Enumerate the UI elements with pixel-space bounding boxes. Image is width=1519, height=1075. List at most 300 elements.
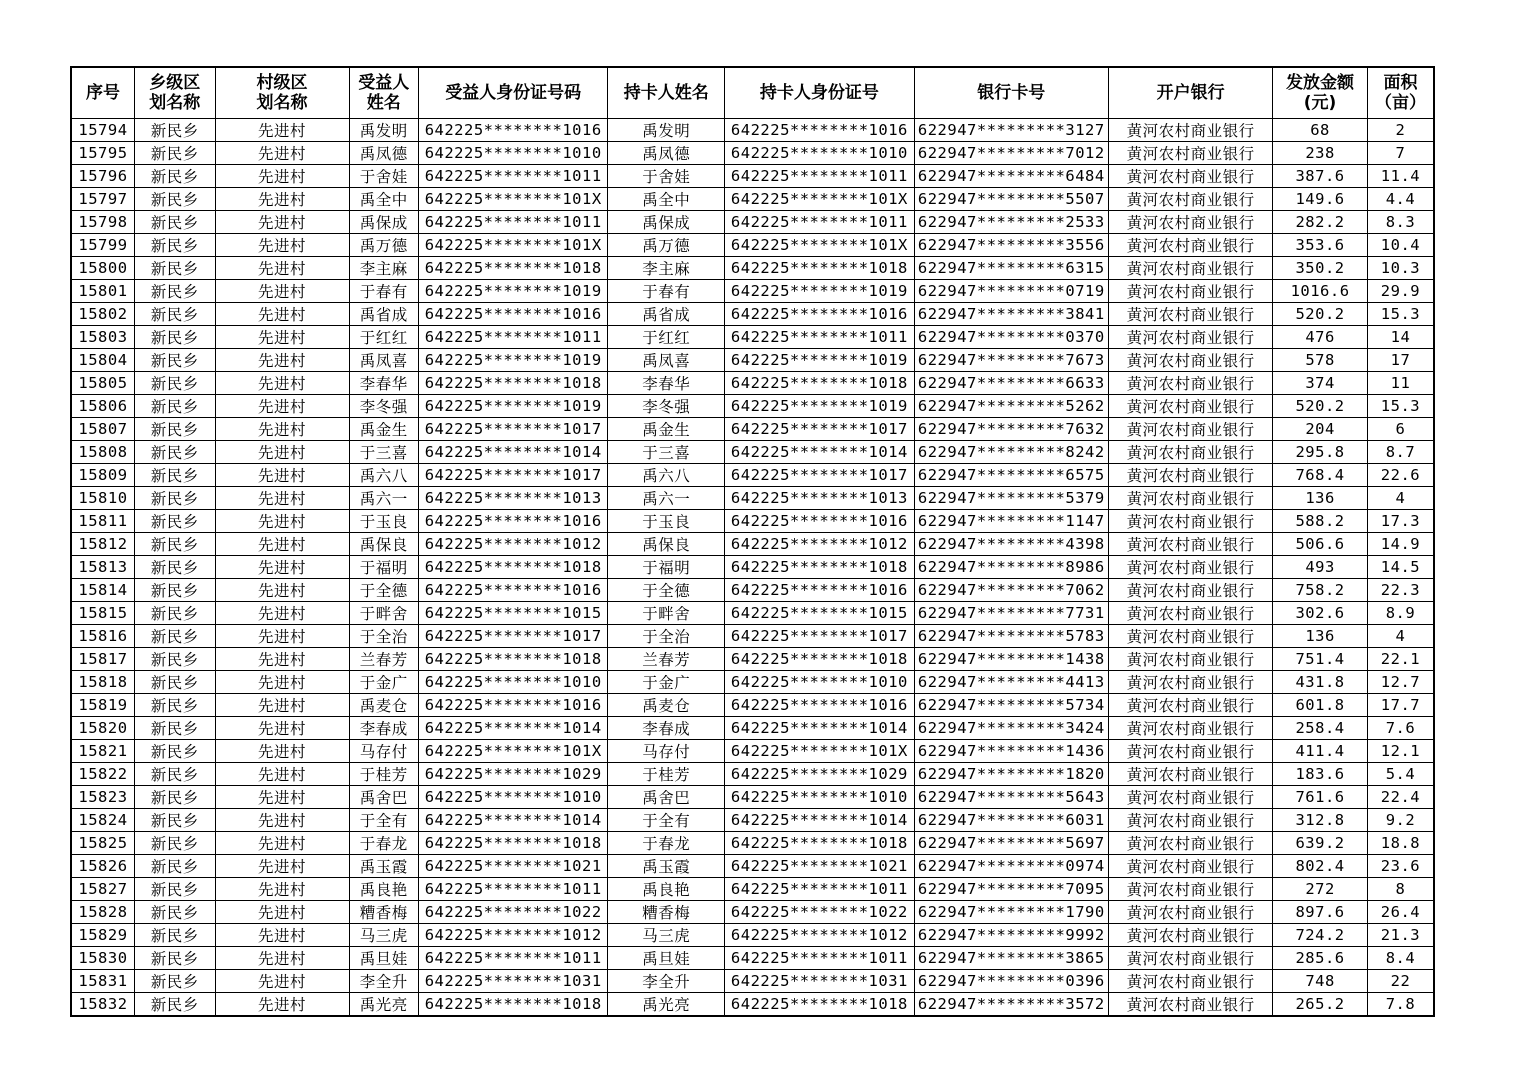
cell-cardholder-id: 642225********1010	[725, 786, 914, 809]
cell-beneficiary-id: 642225********1016	[419, 579, 608, 602]
cell-amount: 578	[1273, 349, 1368, 372]
cell-area: 17.7	[1367, 694, 1434, 717]
cell-beneficiary-name: 禹良艳	[349, 878, 419, 901]
cell-bank: 黄河农村商业银行	[1109, 487, 1273, 510]
col-header-area-line: （亩）	[1374, 93, 1426, 113]
cell-serial: 15830	[71, 947, 134, 970]
col-header-township	[134, 67, 215, 119]
cell-bank-card: 622947*********0974	[914, 855, 1108, 878]
table-row	[71, 349, 1434, 372]
cell-serial: 15826	[71, 855, 134, 878]
cell-cardholder-name: 于畔舍	[608, 602, 725, 625]
cell-bank-card: 622947*********6575	[914, 464, 1108, 487]
cell-beneficiary-id: 642225********1012	[419, 924, 608, 947]
table-row	[71, 556, 1434, 579]
cell-area: 22.1	[1367, 648, 1434, 671]
cell-village: 先进村	[215, 832, 349, 855]
cell-beneficiary-id: 642225********101X	[419, 188, 608, 211]
table-row	[71, 763, 1434, 786]
cell-amount: 588.2	[1273, 510, 1368, 533]
cell-cardholder-id: 642225********1018	[725, 257, 914, 280]
cell-bank-card: 622947*********6315	[914, 257, 1108, 280]
cell-bank-card: 622947*********5783	[914, 625, 1108, 648]
cell-cardholder-id: 642225********1016	[725, 510, 914, 533]
cell-amount: 768.4	[1273, 464, 1368, 487]
cell-cardholder-name: 于桂芳	[608, 763, 725, 786]
cell-area: 15.3	[1367, 303, 1434, 326]
cell-cardholder-name: 禹光亮	[608, 993, 725, 1017]
cell-beneficiary-name: 禹发明	[349, 119, 419, 142]
cell-cardholder-id: 642225********1012	[725, 924, 914, 947]
cell-beneficiary-name: 禹舍巴	[349, 786, 419, 809]
cell-cardholder-id: 642225********1021	[725, 855, 914, 878]
cell-bank-card: 622947*********8986	[914, 556, 1108, 579]
cell-cardholder-id: 642225********101X	[725, 740, 914, 763]
cell-village: 先进村	[215, 441, 349, 464]
cell-bank: 黄河农村商业银行	[1109, 809, 1273, 832]
cell-beneficiary-name: 禹麦仓	[349, 694, 419, 717]
cell-bank-card: 622947*********7731	[914, 602, 1108, 625]
cell-cardholder-id: 642225********1019	[725, 349, 914, 372]
col-header-village	[215, 67, 349, 119]
cell-cardholder-id: 642225********101X	[725, 234, 914, 257]
cell-beneficiary-name: 于全有	[349, 809, 419, 832]
cell-serial: 15832	[71, 993, 134, 1017]
cell-beneficiary-id: 642225********1014	[419, 441, 608, 464]
cell-beneficiary-name: 禹六一	[349, 487, 419, 510]
cell-bank-card: 622947*********1438	[914, 648, 1108, 671]
table-row	[71, 211, 1434, 234]
cell-amount: 136	[1273, 625, 1368, 648]
cell-village: 先进村	[215, 303, 349, 326]
cell-bank: 黄河农村商业银行	[1109, 257, 1273, 280]
cell-amount: 1016.6	[1273, 280, 1368, 303]
table-row	[71, 142, 1434, 165]
table-row	[71, 280, 1434, 303]
table-row	[71, 602, 1434, 625]
cell-village: 先进村	[215, 878, 349, 901]
cell-bank-card: 622947*********3424	[914, 717, 1108, 740]
cell-village: 先进村	[215, 188, 349, 211]
cell-cardholder-name: 李春成	[608, 717, 725, 740]
cell-village: 先进村	[215, 924, 349, 947]
cell-cardholder-id: 642225********1018	[725, 993, 914, 1017]
cell-bank: 黄河农村商业银行	[1109, 671, 1273, 694]
cell-area: 9.2	[1367, 809, 1434, 832]
cell-cardholder-name: 于舍娃	[608, 165, 725, 188]
cell-cardholder-name: 于金广	[608, 671, 725, 694]
cell-cardholder-id: 642225********1029	[725, 763, 914, 786]
cell-bank-card: 622947*********5734	[914, 694, 1108, 717]
cell-bank: 黄河农村商业银行	[1109, 441, 1273, 464]
cell-beneficiary-name: 禹光亮	[349, 993, 419, 1017]
cell-township: 新民乡	[134, 119, 215, 142]
cell-beneficiary-name: 李春成	[349, 717, 419, 740]
cell-beneficiary-name: 李春华	[349, 372, 419, 395]
cell-cardholder-name: 禹麦仓	[608, 694, 725, 717]
cell-area: 10.4	[1367, 234, 1434, 257]
cell-cardholder-id: 642225********1017	[725, 418, 914, 441]
cell-beneficiary-name: 糟香梅	[349, 901, 419, 924]
cell-beneficiary-id: 642225********1029	[419, 763, 608, 786]
cell-area: 14.9	[1367, 533, 1434, 556]
col-header-beneficiary-id	[419, 67, 608, 119]
cell-township: 新民乡	[134, 303, 215, 326]
cell-area: 17	[1367, 349, 1434, 372]
cell-township: 新民乡	[134, 418, 215, 441]
cell-township: 新民乡	[134, 395, 215, 418]
col-header-bank	[1109, 67, 1273, 119]
col-header-cardholder-id	[725, 67, 914, 119]
cell-cardholder-name: 李冬强	[608, 395, 725, 418]
cell-beneficiary-name: 于桂芳	[349, 763, 419, 786]
table-row	[71, 303, 1434, 326]
cell-area: 7.8	[1367, 993, 1434, 1017]
cell-township: 新民乡	[134, 257, 215, 280]
cell-amount: 387.6	[1273, 165, 1368, 188]
table-row	[71, 648, 1434, 671]
table-row	[71, 418, 1434, 441]
cell-amount: 312.8	[1273, 809, 1368, 832]
cell-serial: 15798	[71, 211, 134, 234]
cell-township: 新民乡	[134, 441, 215, 464]
cell-serial: 15818	[71, 671, 134, 694]
cell-cardholder-id: 642225********1019	[725, 280, 914, 303]
cell-beneficiary-id: 642225********1010	[419, 142, 608, 165]
cell-bank-card: 622947*********7632	[914, 418, 1108, 441]
cell-township: 新民乡	[134, 487, 215, 510]
cell-cardholder-id: 642225********101X	[725, 188, 914, 211]
cell-township: 新民乡	[134, 671, 215, 694]
cell-cardholder-name: 于春有	[608, 280, 725, 303]
cell-cardholder-id: 642225********1011	[725, 211, 914, 234]
cell-township: 新民乡	[134, 832, 215, 855]
cell-cardholder-id: 642225********1017	[725, 625, 914, 648]
cell-bank: 黄河农村商业银行	[1109, 372, 1273, 395]
cell-bank-card: 622947*********4398	[914, 533, 1108, 556]
cell-serial: 15802	[71, 303, 134, 326]
table-row	[71, 970, 1434, 993]
cell-amount: 68	[1273, 119, 1368, 142]
cell-amount: 272	[1273, 878, 1368, 901]
cell-bank: 黄河农村商业银行	[1109, 142, 1273, 165]
cell-bank: 黄河农村商业银行	[1109, 533, 1273, 556]
cell-township: 新民乡	[134, 763, 215, 786]
cell-village: 先进村	[215, 786, 349, 809]
cell-township: 新民乡	[134, 510, 215, 533]
cell-amount: 265.2	[1273, 993, 1368, 1017]
cell-village: 先进村	[215, 280, 349, 303]
cell-cardholder-id: 642225********1018	[725, 832, 914, 855]
table-row	[71, 947, 1434, 970]
cell-area: 8.4	[1367, 947, 1434, 970]
cell-beneficiary-id: 642225********1011	[419, 211, 608, 234]
cell-cardholder-name: 禹舍巴	[608, 786, 725, 809]
cell-cardholder-id: 642225********1016	[725, 303, 914, 326]
cell-bank-card: 622947*********5507	[914, 188, 1108, 211]
cell-village: 先进村	[215, 671, 349, 694]
cell-bank: 黄河农村商业银行	[1109, 648, 1273, 671]
cell-bank-card: 622947*********0396	[914, 970, 1108, 993]
table-row	[71, 487, 1434, 510]
cell-cardholder-id: 642225********1017	[725, 464, 914, 487]
cell-beneficiary-name: 李主麻	[349, 257, 419, 280]
table-body	[71, 119, 1434, 1017]
cell-serial: 15797	[71, 188, 134, 211]
cell-bank-card: 622947*********2533	[914, 211, 1108, 234]
cell-serial: 15803	[71, 326, 134, 349]
cell-cardholder-id: 642225********1018	[725, 648, 914, 671]
cell-cardholder-name: 马存付	[608, 740, 725, 763]
cell-township: 新民乡	[134, 579, 215, 602]
cell-bank: 黄河农村商业银行	[1109, 855, 1273, 878]
cell-bank: 黄河农村商业银行	[1109, 878, 1273, 901]
cell-area: 12.1	[1367, 740, 1434, 763]
cell-beneficiary-id: 642225********1018	[419, 993, 608, 1017]
cell-cardholder-name: 禹省成	[608, 303, 725, 326]
cell-amount: 520.2	[1273, 303, 1368, 326]
cell-village: 先进村	[215, 119, 349, 142]
cell-township: 新民乡	[134, 326, 215, 349]
cell-cardholder-name: 于全有	[608, 809, 725, 832]
cell-cardholder-name: 禹旦娃	[608, 947, 725, 970]
cell-village: 先进村	[215, 579, 349, 602]
cell-village: 先进村	[215, 372, 349, 395]
col-header-village-line: 村级区	[256, 73, 308, 93]
cell-area: 7.6	[1367, 717, 1434, 740]
cell-township: 新民乡	[134, 188, 215, 211]
cell-amount: 761.6	[1273, 786, 1368, 809]
cell-area: 4	[1367, 625, 1434, 648]
cell-township: 新民乡	[134, 694, 215, 717]
cell-village: 先进村	[215, 648, 349, 671]
cell-amount: 285.6	[1273, 947, 1368, 970]
col-header-cardholder-name-line: 持卡人姓名	[623, 83, 709, 103]
cell-bank: 黄河农村商业银行	[1109, 602, 1273, 625]
cell-township: 新民乡	[134, 740, 215, 763]
cell-cardholder-name: 禹六一	[608, 487, 725, 510]
cell-bank-card: 622947*********3572	[914, 993, 1108, 1017]
cell-area: 21.3	[1367, 924, 1434, 947]
cell-cardholder-id: 642225********1016	[725, 579, 914, 602]
cell-bank: 黄河农村商业银行	[1109, 418, 1273, 441]
cell-serial: 15795	[71, 142, 134, 165]
cell-amount: 724.2	[1273, 924, 1368, 947]
cell-amount: 374	[1273, 372, 1368, 395]
cell-bank: 黄河农村商业银行	[1109, 579, 1273, 602]
cell-beneficiary-name: 于红红	[349, 326, 419, 349]
cell-serial: 15809	[71, 464, 134, 487]
cell-cardholder-name: 糟香梅	[608, 901, 725, 924]
cell-cardholder-id: 642225********1019	[725, 395, 914, 418]
cell-cardholder-id: 642225********1022	[725, 901, 914, 924]
cell-serial: 15794	[71, 119, 134, 142]
table-row	[71, 671, 1434, 694]
table-row	[71, 694, 1434, 717]
cell-serial: 15800	[71, 257, 134, 280]
cell-cardholder-name: 马三虎	[608, 924, 725, 947]
cell-beneficiary-id: 642225********1031	[419, 970, 608, 993]
cell-amount: 639.2	[1273, 832, 1368, 855]
cell-village: 先进村	[215, 901, 349, 924]
cell-cardholder-id: 642225********1011	[725, 165, 914, 188]
cell-township: 新民乡	[134, 602, 215, 625]
table-row	[71, 257, 1434, 280]
cell-bank-card: 622947*********1790	[914, 901, 1108, 924]
cell-beneficiary-name: 马存付	[349, 740, 419, 763]
cell-bank: 黄河农村商业银行	[1109, 556, 1273, 579]
cell-amount: 506.6	[1273, 533, 1368, 556]
cell-bank: 黄河农村商业银行	[1109, 326, 1273, 349]
table-row	[71, 579, 1434, 602]
cell-village: 先进村	[215, 349, 349, 372]
cell-bank-card: 622947*********1147	[914, 510, 1108, 533]
cell-area: 22.3	[1367, 579, 1434, 602]
cell-cardholder-name: 禹六八	[608, 464, 725, 487]
cell-bank: 黄河农村商业银行	[1109, 694, 1273, 717]
cell-bank-card: 622947*********3865	[914, 947, 1108, 970]
cell-area: 5.4	[1367, 763, 1434, 786]
col-header-beneficiary-id-line: 受益人身份证号码	[445, 83, 582, 103]
cell-bank-card: 622947*********7062	[914, 579, 1108, 602]
cell-cardholder-name: 于红红	[608, 326, 725, 349]
col-header-beneficiary-name-line: 姓名	[366, 93, 401, 113]
cell-serial: 15808	[71, 441, 134, 464]
table-row	[71, 625, 1434, 648]
cell-cardholder-name: 禹万德	[608, 234, 725, 257]
cell-area: 7	[1367, 142, 1434, 165]
cell-cardholder-name: 禹发明	[608, 119, 725, 142]
cell-serial: 15804	[71, 349, 134, 372]
table-row	[71, 878, 1434, 901]
cell-village: 先进村	[215, 487, 349, 510]
cell-area: 22	[1367, 970, 1434, 993]
cell-serial: 15811	[71, 510, 134, 533]
cell-township: 新民乡	[134, 855, 215, 878]
cell-amount: 601.8	[1273, 694, 1368, 717]
cell-beneficiary-id: 642225********1011	[419, 165, 608, 188]
cell-bank: 黄河农村商业银行	[1109, 211, 1273, 234]
cell-beneficiary-name: 禹万德	[349, 234, 419, 257]
cell-cardholder-id: 642225********1014	[725, 809, 914, 832]
cell-serial: 15810	[71, 487, 134, 510]
cell-beneficiary-id: 642225********1011	[419, 326, 608, 349]
cell-serial: 15806	[71, 395, 134, 418]
cell-bank: 黄河农村商业银行	[1109, 763, 1273, 786]
cell-village: 先进村	[215, 602, 349, 625]
cell-cardholder-name: 禹良艳	[608, 878, 725, 901]
cell-beneficiary-id: 642225********1019	[419, 349, 608, 372]
cell-beneficiary-name: 于三喜	[349, 441, 419, 464]
cell-bank: 黄河农村商业银行	[1109, 901, 1273, 924]
cell-township: 新民乡	[134, 993, 215, 1017]
cell-bank-card: 622947*********3556	[914, 234, 1108, 257]
cell-beneficiary-id: 642225********1011	[419, 878, 608, 901]
cell-bank-card: 622947*********6633	[914, 372, 1108, 395]
cell-bank-card: 622947*********9992	[914, 924, 1108, 947]
cell-amount: 751.4	[1273, 648, 1368, 671]
col-header-bank-card-line: 银行卡号	[977, 83, 1046, 103]
cell-village: 先进村	[215, 395, 349, 418]
cell-area: 26.4	[1367, 901, 1434, 924]
cell-township: 新民乡	[134, 165, 215, 188]
cell-amount: 350.2	[1273, 257, 1368, 280]
cell-bank-card: 622947*********1436	[914, 740, 1108, 763]
cell-cardholder-name: 李全升	[608, 970, 725, 993]
cell-beneficiary-name: 马三虎	[349, 924, 419, 947]
cell-cardholder-name: 于三喜	[608, 441, 725, 464]
cell-beneficiary-id: 642225********1016	[419, 303, 608, 326]
cell-village: 先进村	[215, 809, 349, 832]
cell-cardholder-name: 禹凤喜	[608, 349, 725, 372]
cell-bank: 黄河农村商业银行	[1109, 234, 1273, 257]
cell-area: 10.3	[1367, 257, 1434, 280]
cell-beneficiary-id: 642225********1017	[419, 418, 608, 441]
cell-bank: 黄河农村商业银行	[1109, 303, 1273, 326]
cell-bank-card: 622947*********5643	[914, 786, 1108, 809]
cell-area: 15.3	[1367, 395, 1434, 418]
table-row	[71, 533, 1434, 556]
cell-village: 先进村	[215, 855, 349, 878]
cell-cardholder-id: 642225********1011	[725, 947, 914, 970]
cell-village: 先进村	[215, 625, 349, 648]
cell-beneficiary-name: 于全德	[349, 579, 419, 602]
cell-amount: 204	[1273, 418, 1368, 441]
cell-village: 先进村	[215, 533, 349, 556]
cell-village: 先进村	[215, 717, 349, 740]
cell-bank-card: 622947*********3841	[914, 303, 1108, 326]
table-row	[71, 786, 1434, 809]
cell-serial: 15815	[71, 602, 134, 625]
cell-township: 新民乡	[134, 372, 215, 395]
cell-beneficiary-name: 于春龙	[349, 832, 419, 855]
col-header-cardholder-id-line: 持卡人身份证号	[759, 83, 879, 103]
cell-serial: 15829	[71, 924, 134, 947]
cell-area: 22.4	[1367, 786, 1434, 809]
table-row	[71, 809, 1434, 832]
cell-township: 新民乡	[134, 809, 215, 832]
cell-serial: 15823	[71, 786, 134, 809]
cell-beneficiary-name: 禹六八	[349, 464, 419, 487]
table-row	[71, 924, 1434, 947]
cell-beneficiary-id: 642225********1016	[419, 510, 608, 533]
cell-serial: 15824	[71, 809, 134, 832]
cell-serial: 15796	[71, 165, 134, 188]
cell-serial: 15812	[71, 533, 134, 556]
cell-beneficiary-name: 于舍娃	[349, 165, 419, 188]
cell-serial: 15819	[71, 694, 134, 717]
cell-beneficiary-name: 于金广	[349, 671, 419, 694]
cell-cardholder-id: 642225********1011	[725, 878, 914, 901]
col-header-serial-line: 序号	[85, 83, 120, 103]
cell-village: 先进村	[215, 257, 349, 280]
cell-amount: 136	[1273, 487, 1368, 510]
cell-township: 新民乡	[134, 625, 215, 648]
cell-cardholder-name: 禹玉霞	[608, 855, 725, 878]
col-header-beneficiary-name-line: 受益人	[358, 73, 410, 93]
cell-beneficiary-id: 642225********1010	[419, 671, 608, 694]
cell-area: 29.9	[1367, 280, 1434, 303]
cell-amount: 258.4	[1273, 717, 1368, 740]
cell-beneficiary-name: 兰春芳	[349, 648, 419, 671]
cell-bank-card: 622947*********8242	[914, 441, 1108, 464]
cell-amount: 493	[1273, 556, 1368, 579]
cell-area: 14	[1367, 326, 1434, 349]
table-row	[71, 395, 1434, 418]
cell-cardholder-name: 禹保良	[608, 533, 725, 556]
col-header-beneficiary-name	[349, 67, 419, 119]
col-header-amount	[1273, 67, 1368, 119]
